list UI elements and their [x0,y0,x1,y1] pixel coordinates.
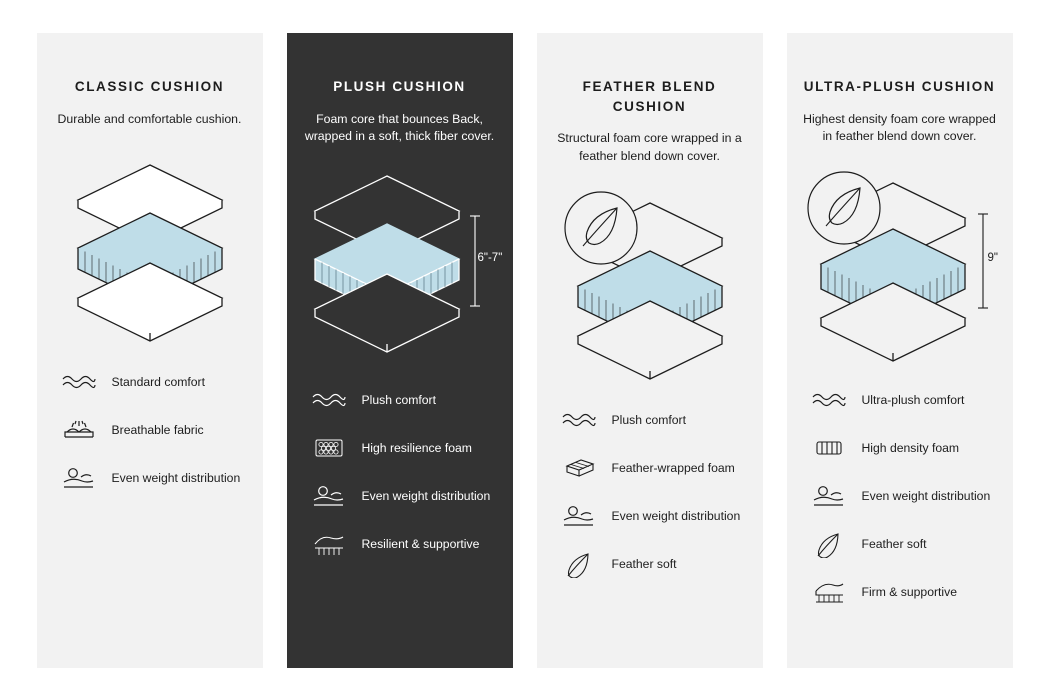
feature-label: Plush comfort [611,412,687,427]
feature-label: Feather-wrapped foam [611,460,735,475]
wave-icon [809,385,849,415]
feature-label: Standard comfort [111,375,205,390]
feature-label: Even weight distribution [361,488,491,503]
list-item [809,529,991,559]
cushion-card-classic [37,33,263,668]
dimension-label: 9" [987,252,998,265]
card-title: FEATHER BLEND CUSHION [582,79,717,114]
dimension-label: 6"-7" [477,252,503,265]
list-item [559,501,741,531]
weight-distribution-icon [59,463,99,493]
list-item [559,405,741,435]
card-description: Highest density foam core wrapped in feather blend down cover. [803,111,996,144]
list-item [309,481,491,511]
feature-label: Even weight distribution [111,471,241,486]
feather-icon [809,529,849,559]
feature-label: High density foam [861,440,960,455]
feather-icon [559,549,599,579]
wave-icon [559,405,599,435]
feature-label: Even weight distribution [861,488,991,503]
list-item [309,529,491,559]
list-item [59,463,241,493]
list-item [559,549,741,579]
list-item [309,385,491,415]
breathable-fabric-icon [59,415,99,445]
card-title: PLUSH CUSHION [333,79,466,94]
feature-label: High resilience foam [361,440,472,455]
feather-badge-icon [808,172,880,244]
card-description: Structural foam core wrapped in a feather blend down cover. [557,131,742,163]
cushion-layers-illustration [787,156,1013,371]
feature-label: Feather soft [861,536,927,551]
wave-icon [59,367,99,397]
foam-block-icon [559,453,599,483]
cushion-layers-illustration [537,176,763,391]
cushion-card-ultra-plush [787,33,1013,668]
feature-list [287,385,513,559]
list-item [59,367,241,397]
feature-label: Breathable fabric [111,423,204,438]
feather-badge-icon [565,192,637,264]
weight-distribution-icon [559,501,599,531]
cushion-layers-illustration [37,138,263,353]
cushion-layers-illustration [287,156,513,371]
feature-label: Even weight distribution [611,508,741,523]
weight-distribution-icon [309,481,349,511]
cushion-card-plush [287,33,513,668]
firm-support-icon [809,577,849,607]
card-description: Foam core that bounces Back, wrapped in a soft, thick fiber cover. [304,111,495,144]
card-title: ULTRA-PLUSH CUSHION [803,79,996,94]
support-springs-icon [309,529,349,559]
feature-label: Ultra-plush comfort [861,392,965,407]
list-item [809,385,991,415]
high-density-foam-icon [809,433,849,463]
list-item [809,433,991,463]
card-title: CLASSIC CUSHION [74,79,225,94]
feature-label: Resilient & supportive [361,536,480,551]
list-item [809,481,991,511]
feature-list [787,385,1013,607]
card-description: Durable and comfortable cushion. [57,111,242,126]
feature-list [537,405,763,579]
honeycomb-icon [309,433,349,463]
list-item [809,577,991,607]
feature-label: Firm & supportive [861,584,957,599]
feature-list [37,367,263,493]
wave-icon [309,385,349,415]
list-item [309,433,491,463]
list-item [559,453,741,483]
dimension-bracket [978,214,988,308]
list-item [59,415,241,445]
cushion-card-feather-blend [537,33,763,668]
feature-label: Plush comfort [361,392,437,407]
weight-distribution-icon [809,481,849,511]
feature-label: Feather soft [611,556,677,571]
